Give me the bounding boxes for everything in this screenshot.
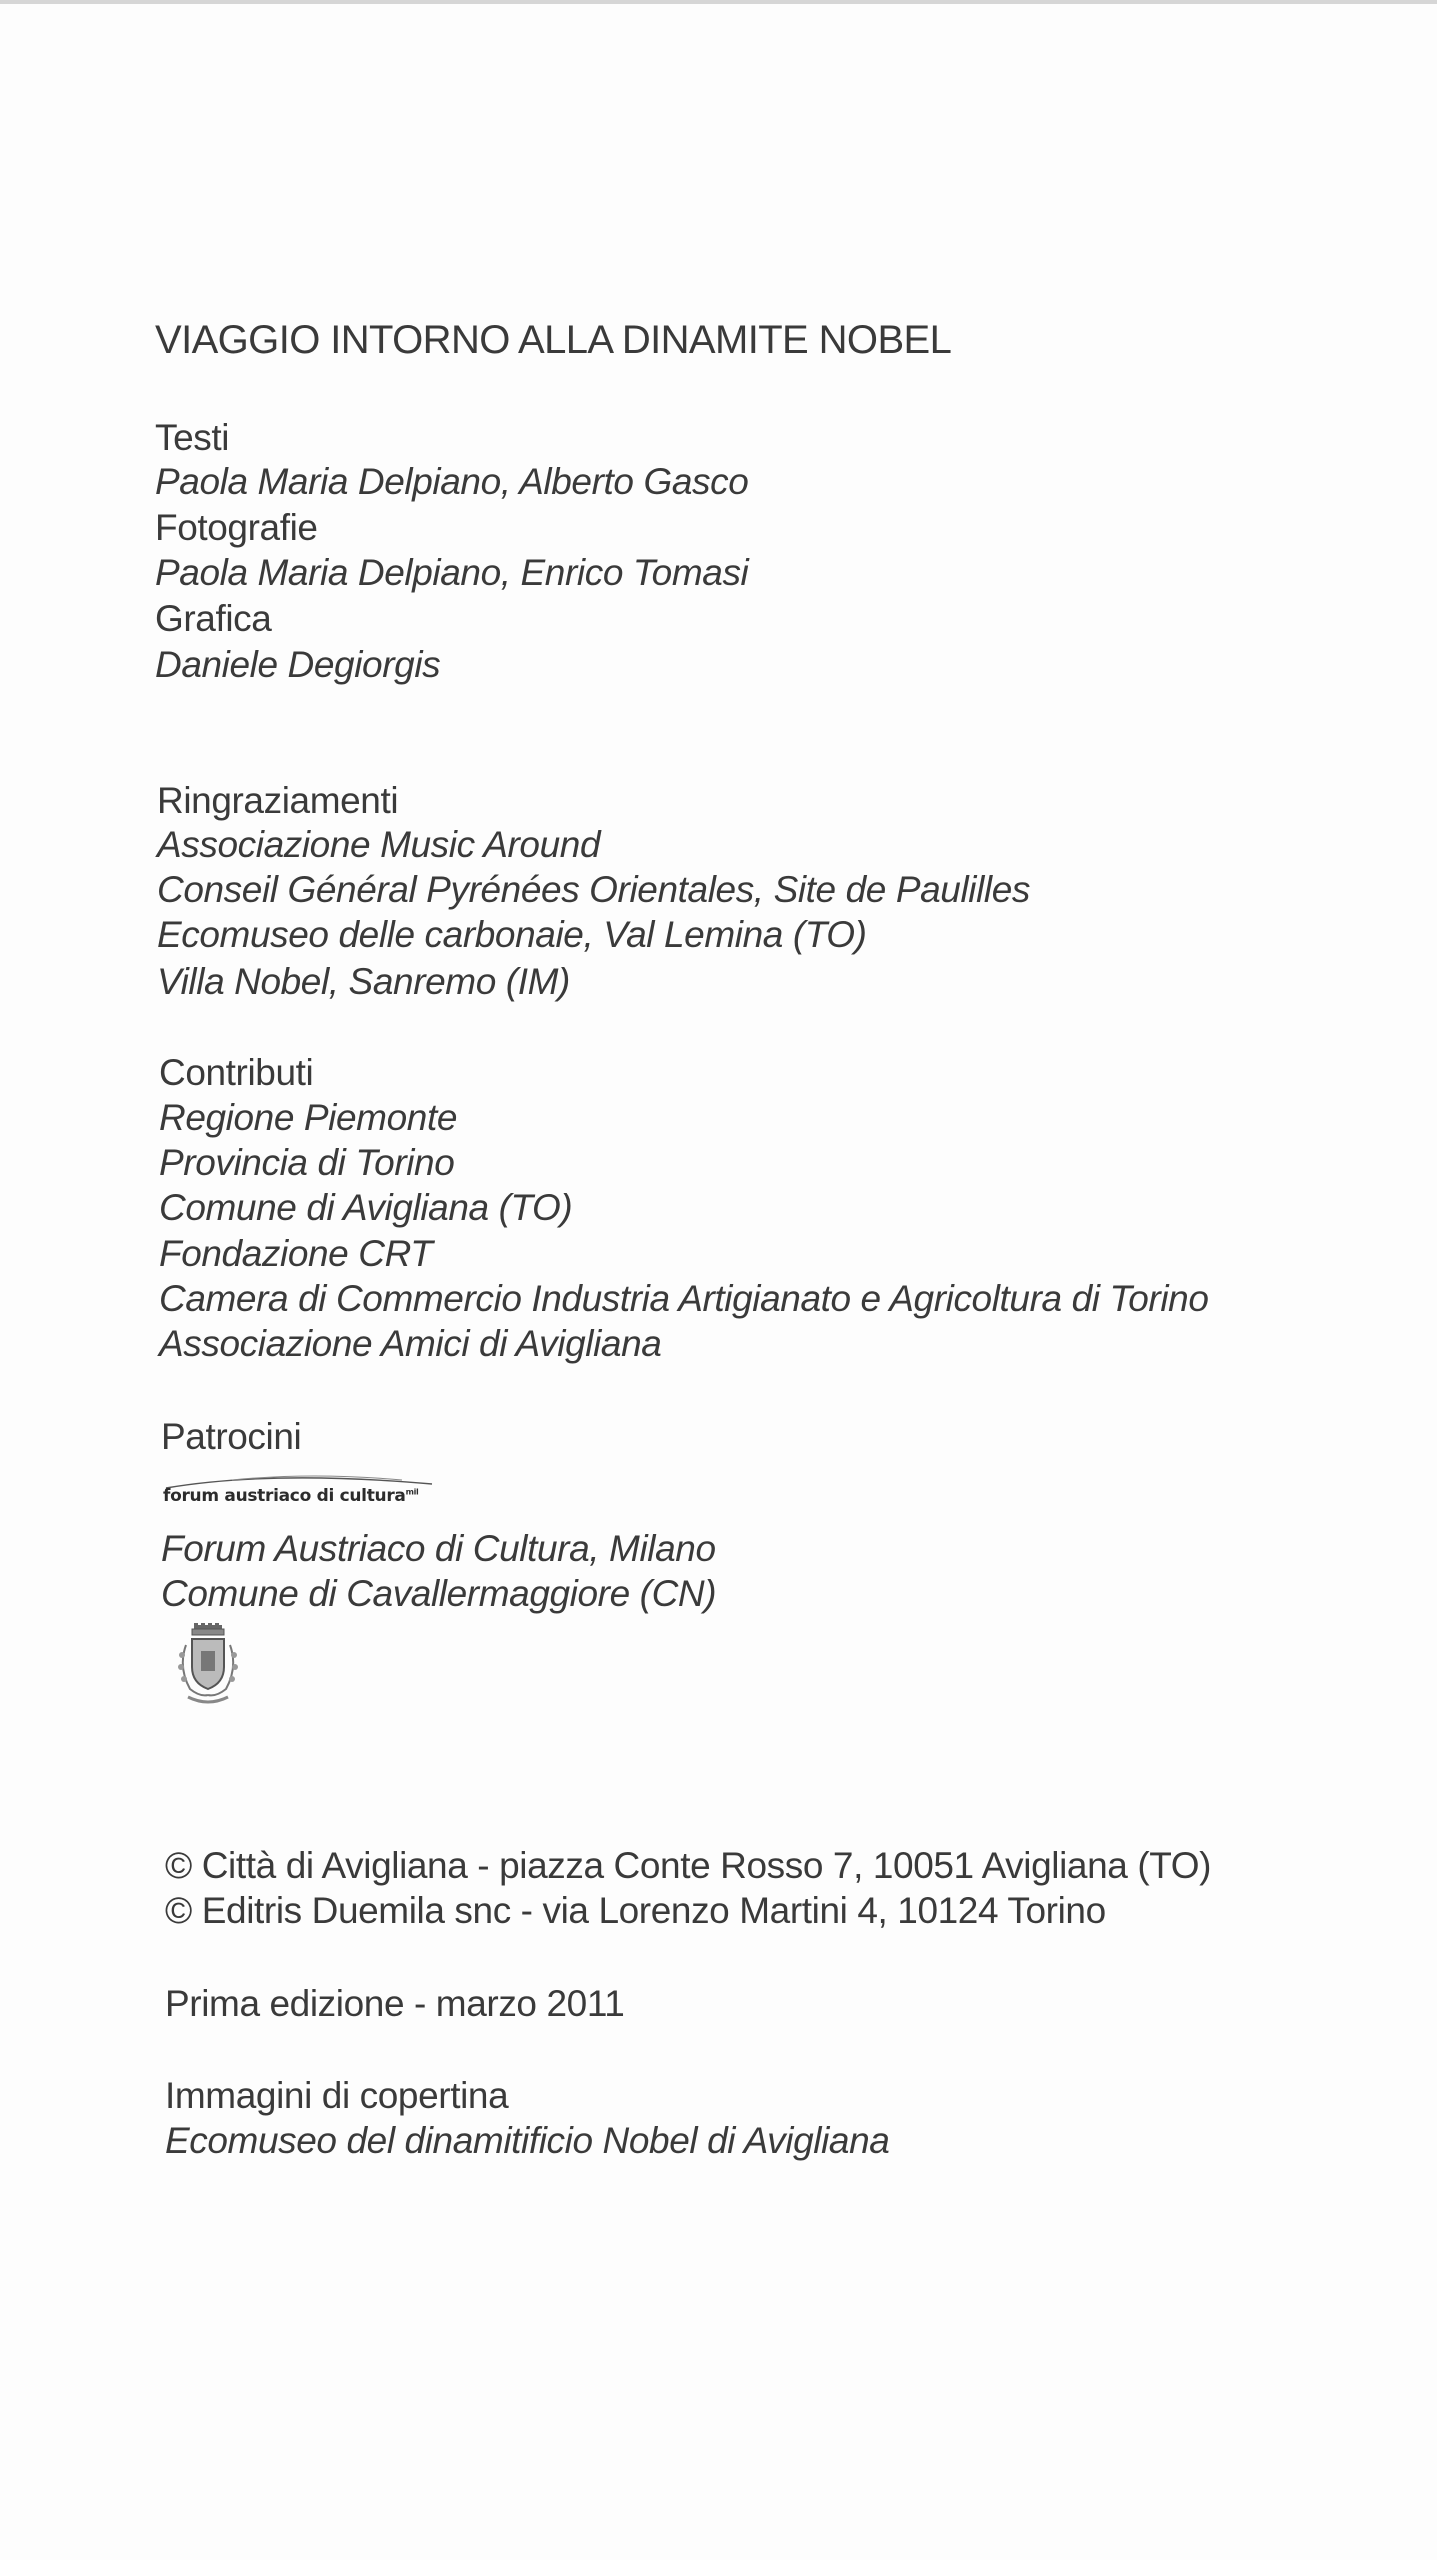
thanks-item: Ecomuseo delle carbonaie, Val Lemina (TO)	[157, 914, 867, 955]
thanks-item: Conseil Général Pyrénées Orientales, Site de Paulilles	[157, 869, 1031, 910]
logo-text: forum austriaco di cultura$^{mil}$	[163, 1486, 419, 1506]
texts-value: Paola Maria Delpiano, Alberto Gasco	[155, 461, 749, 502]
photos-label: Fotografie	[155, 507, 318, 548]
graphics-label: Grafica	[155, 598, 272, 639]
graphics-value: Daniele Degiorgis	[155, 644, 441, 685]
contributions-item: Regione Piemonte	[159, 1097, 458, 1138]
patronage-heading: Patrocini	[161, 1416, 302, 1457]
cavallermaggiore-crest-icon	[168, 1623, 248, 1709]
contributions-item: Fondazione CRT	[159, 1233, 433, 1274]
copyright-line: © Editris Duemila snc - via Lorenzo Martini 4, 10124 Torino	[165, 1890, 1106, 1931]
cover-label: Immagini di copertina	[165, 2075, 509, 2116]
thanks-item: Villa Nobel, Sanremo (IM)	[157, 961, 570, 1002]
thanks-item: Associazione Music Around	[157, 824, 601, 865]
contributions-item: Camera di Commercio Industria Artigianato e Agricoltura di Torino	[159, 1278, 1209, 1319]
patronage-item: Forum Austriaco di Cultura, Milano	[161, 1528, 716, 1569]
book-title: VIAGGIO INTORNO ALLA DINAMITE NOBEL	[155, 318, 952, 362]
forum-austriaco-logo	[162, 1468, 462, 1508]
cover-value: Ecomuseo del dinamitificio Nobel di Avigliana	[165, 2120, 890, 2161]
thanks-heading: Ringraziamenti	[157, 780, 399, 821]
texts-label: Testi	[155, 417, 230, 458]
photos-value: Paola Maria Delpiano, Enrico Tomasi	[155, 552, 749, 593]
contributions-item: Comune di Avigliana (TO)	[159, 1187, 573, 1228]
contributions-item: Associazione Amici di Avigliana	[159, 1323, 662, 1364]
contributions-item: Provincia di Torino	[159, 1142, 455, 1183]
edition-line: Prima edizione - marzo 2011	[165, 1983, 625, 2024]
contributions-heading: Contributi	[159, 1052, 314, 1093]
patronage-item: Comune di Cavallermaggiore (CN)	[161, 1573, 717, 1614]
copyright-line: © Città di Avigliana - piazza Conte Rosso 7, 10051 Avigliana (TO)	[165, 1845, 1212, 1886]
